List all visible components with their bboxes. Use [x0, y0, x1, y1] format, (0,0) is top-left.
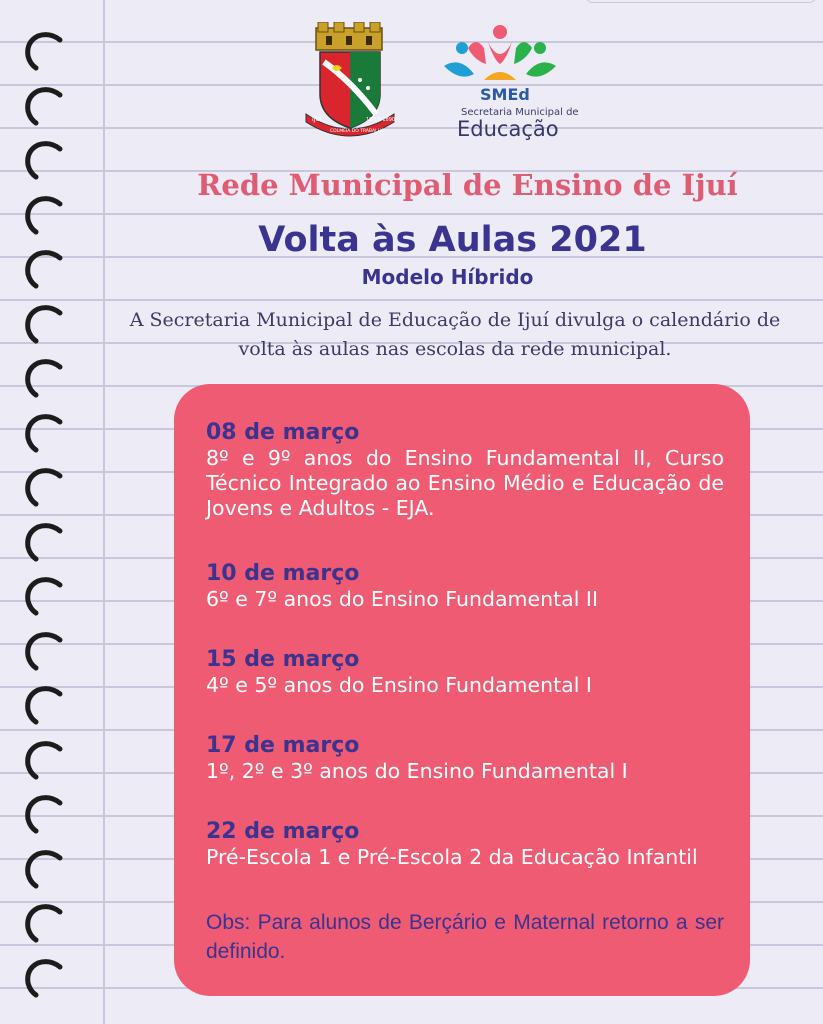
- spiral-ring-icon: [20, 793, 64, 837]
- schedule-entry: [206, 561, 598, 612]
- crest-motto-text: COLMÉIA DO TRABALHO: [330, 129, 385, 134]
- entry-date: 15 de março: [206, 647, 360, 672]
- entry-description: 4º e 5º anos do Ensino Fundamental I: [206, 673, 592, 697]
- spiral-ring-icon: [20, 303, 64, 347]
- page-title: Volta às Aulas 2021: [258, 220, 647, 260]
- spiral-ring-icon: [20, 521, 64, 565]
- entry-description: 6º e 7º anos do Ensino Fundamental II: [206, 587, 599, 611]
- top-tab-decoration: [585, 0, 817, 3]
- spiral-ring-icon: [20, 85, 64, 129]
- observation-note: Obs: Para alunos de Berçário e Maternal retorno a ser definido.: [206, 911, 724, 963]
- spiral-ring-icon: [20, 957, 64, 1001]
- schedule-entry: [206, 733, 628, 784]
- entry-date: 10 de março: [206, 561, 360, 586]
- spiral-ring-icon: [20, 357, 64, 401]
- schedule-entry: [206, 420, 724, 521]
- entry-description: 8º e 9º anos do Ensino Fundamental II, Curso Técnico Integrado ao Ensino Médio e Educação de Jovens e Adultos - EJA.: [206, 446, 724, 520]
- notebook-margin-line: [103, 0, 105, 1024]
- notebook-spiral-rings: [0, 0, 80, 1024]
- schedule-entry: [206, 647, 592, 698]
- smed-title: Educação: [457, 117, 559, 141]
- entry-description: 1º, 2º e 3º anos do Ensino Fundamental I: [206, 759, 628, 783]
- entry-description: Pré-Escola 1 e Pré-Escola 2 da Educação Infantil: [206, 845, 698, 869]
- entry-date: 17 de março: [206, 733, 360, 758]
- spiral-ring-icon: [20, 848, 64, 892]
- municipal-crest-icon: [302, 22, 398, 140]
- intro-paragraph: A Secretaria Municipal de Educação de Ijuí divulga o calendário de volta às aulas nas escolas da rede municipal.: [129, 309, 781, 360]
- spiral-ring-icon: [20, 684, 64, 728]
- crest-date-text: 19-10-1890: [366, 117, 396, 123]
- entry-date: 22 de março: [206, 819, 360, 844]
- smed-logo-text: SMEd: [480, 85, 530, 104]
- spiral-ring-icon: [20, 30, 64, 74]
- crest-name-text: IJUÍ: [312, 116, 322, 123]
- spiral-ring-icon: [20, 630, 64, 674]
- schedule-card: [174, 384, 750, 996]
- entry-date: 08 de março: [206, 420, 360, 445]
- header-logos: [300, 20, 590, 145]
- spiral-ring-icon: [20, 575, 64, 619]
- schedule-entry: [206, 819, 698, 870]
- smed-subtitle: Secretaria Municipal de: [461, 107, 579, 118]
- spiral-ring-icon: [20, 902, 64, 946]
- model-subtitle: Modelo Híbrido: [361, 265, 534, 289]
- spiral-ring-icon: [20, 412, 64, 456]
- network-title: Rede Municipal de Ensino de Ijuí: [197, 168, 738, 202]
- spiral-ring-icon: [20, 739, 64, 783]
- spiral-ring-icon: [20, 466, 64, 510]
